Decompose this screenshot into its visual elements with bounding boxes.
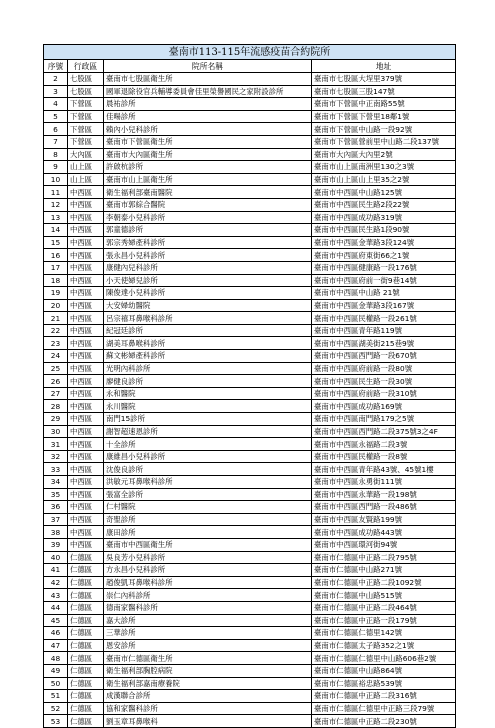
row-clinic-name: 衛生福利部胸腔病院 bbox=[104, 664, 312, 677]
row-address: 臺南市七股區三股147號 bbox=[312, 85, 456, 98]
row-district: 仁德區 bbox=[68, 664, 104, 677]
row-number: 23 bbox=[44, 337, 68, 350]
row-address: 臺南市中西區府前路一段80號 bbox=[312, 362, 456, 375]
row-number: 4 bbox=[44, 98, 68, 111]
table-row bbox=[44, 601, 456, 614]
row-number: 39 bbox=[44, 538, 68, 551]
row-district: 中西區 bbox=[68, 413, 104, 426]
row-clinic-name: 臺南市中西區衛生所 bbox=[104, 538, 312, 551]
row-address: 臺南市中西區環河街94號 bbox=[312, 538, 456, 551]
row-clinic-name: 吳良芳小兒科診所 bbox=[104, 551, 312, 564]
table-row bbox=[44, 287, 456, 300]
row-district: 中西區 bbox=[68, 488, 104, 501]
row-address: 臺南市中西區南門路179之5號 bbox=[312, 413, 456, 426]
row-district: 中西區 bbox=[68, 337, 104, 350]
row-clinic-name: 許啟杭診所 bbox=[104, 161, 312, 174]
row-district: 中西區 bbox=[68, 312, 104, 325]
header-address: 地址 bbox=[312, 60, 456, 73]
row-address: 臺南市仁德區仁德里中正路三段79號 bbox=[312, 702, 456, 715]
table-row bbox=[44, 690, 456, 703]
table-row bbox=[44, 211, 456, 224]
row-clinic-name: 德南家醫科診所 bbox=[104, 601, 312, 614]
row-address: 臺南市中西區中山路 21號 bbox=[312, 287, 456, 300]
row-address: 臺南市仁德區仁德里中山路606巷2號 bbox=[312, 652, 456, 665]
table-row bbox=[44, 161, 456, 174]
row-address: 臺南市中西區青年路119號 bbox=[312, 324, 456, 337]
row-clinic-name: 衛生福利部臺南醫院 bbox=[104, 186, 312, 199]
row-number: 16 bbox=[44, 249, 68, 262]
table-row bbox=[44, 362, 456, 375]
row-district: 仁德區 bbox=[68, 652, 104, 665]
row-district: 中西區 bbox=[68, 287, 104, 300]
table-row bbox=[44, 589, 456, 602]
row-address: 臺南市仁德區中正路二段230號 bbox=[312, 715, 456, 728]
row-address: 臺南市中西區西門路二段375號3之4F bbox=[312, 425, 456, 438]
table-row bbox=[44, 324, 456, 337]
row-number: 49 bbox=[44, 664, 68, 677]
row-district: 中西區 bbox=[68, 362, 104, 375]
title-row bbox=[44, 45, 456, 60]
row-address: 臺南市中西區成功路443號 bbox=[312, 526, 456, 539]
row-address: 臺南市下營區下營里18鄰1號 bbox=[312, 110, 456, 123]
row-clinic-name: 成漢聯合診所 bbox=[104, 690, 312, 703]
table-row bbox=[44, 501, 456, 514]
table-row bbox=[44, 123, 456, 136]
row-clinic-name: 沈俊良診所 bbox=[104, 463, 312, 476]
row-clinic-name: 國軍退除役官兵輔導委員會佳里榮譽國民之家附設診所 bbox=[104, 85, 312, 98]
table-row bbox=[44, 639, 456, 652]
table-row bbox=[44, 312, 456, 325]
row-district: 中西區 bbox=[68, 198, 104, 211]
row-number: 3 bbox=[44, 85, 68, 98]
row-address: 臺南市七股區大埕里379號 bbox=[312, 73, 456, 86]
row-number: 24 bbox=[44, 350, 68, 363]
row-address: 臺南市下營區營前里中山路二段137號 bbox=[312, 135, 456, 148]
row-district: 中西區 bbox=[68, 236, 104, 249]
row-clinic-name: 郭童德診所 bbox=[104, 224, 312, 237]
row-address: 臺南市仁德區太子路352之1號 bbox=[312, 639, 456, 652]
row-district: 中西區 bbox=[68, 438, 104, 451]
row-number: 27 bbox=[44, 387, 68, 400]
row-address: 臺南市仁德區仁德里142號 bbox=[312, 627, 456, 640]
row-address: 臺南市中西區青年路43號、45號1樓 bbox=[312, 463, 456, 476]
row-district: 中西區 bbox=[68, 324, 104, 337]
table-row bbox=[44, 576, 456, 589]
row-number: 17 bbox=[44, 261, 68, 274]
row-district: 中西區 bbox=[68, 526, 104, 539]
table-row bbox=[44, 337, 456, 350]
row-district: 仁德區 bbox=[68, 627, 104, 640]
row-number: 9 bbox=[44, 161, 68, 174]
header-name: 院所名稱 bbox=[104, 60, 312, 73]
row-district: 中西區 bbox=[68, 224, 104, 237]
row-clinic-name: 康田診所 bbox=[104, 526, 312, 539]
table-row bbox=[44, 551, 456, 564]
row-district: 中西區 bbox=[68, 425, 104, 438]
table-row bbox=[44, 715, 456, 728]
row-number: 53 bbox=[44, 715, 68, 728]
row-address: 臺南市仁德區中正路二段316號 bbox=[312, 690, 456, 703]
table-row bbox=[44, 476, 456, 489]
row-address: 臺南市仁德區中正路二段464號 bbox=[312, 601, 456, 614]
row-address: 臺南市中西區永華路一段198號 bbox=[312, 488, 456, 501]
row-district: 中西區 bbox=[68, 350, 104, 363]
row-district: 仁德區 bbox=[68, 576, 104, 589]
row-district: 中西區 bbox=[68, 463, 104, 476]
row-address: 臺南市仁德區中山路515號 bbox=[312, 589, 456, 602]
row-address: 臺南市中西區民權路一段8號 bbox=[312, 450, 456, 463]
row-number: 33 bbox=[44, 463, 68, 476]
row-address: 臺南市山上區南洲里130之3號 bbox=[312, 161, 456, 174]
table-row bbox=[44, 425, 456, 438]
row-district: 七股區 bbox=[68, 73, 104, 86]
row-number: 2 bbox=[44, 73, 68, 86]
row-address: 臺南市中西區府前路一段310號 bbox=[312, 387, 456, 400]
table-row bbox=[44, 186, 456, 199]
row-number: 21 bbox=[44, 312, 68, 325]
row-district: 山上區 bbox=[68, 161, 104, 174]
row-clinic-name: 郭宗秀婦產科診所 bbox=[104, 236, 312, 249]
row-district: 中西區 bbox=[68, 538, 104, 551]
row-number: 15 bbox=[44, 236, 68, 249]
row-address: 臺南市中西區西門路一段486號 bbox=[312, 501, 456, 514]
table-row bbox=[44, 450, 456, 463]
row-clinic-name: 永和醫院 bbox=[104, 387, 312, 400]
row-district: 中西區 bbox=[68, 400, 104, 413]
row-clinic-name: 李朝泰小兒科診所 bbox=[104, 211, 312, 224]
row-clinic-name: 呂宗禧耳鼻喉科診所 bbox=[104, 312, 312, 325]
row-clinic-name: 洪敏元耳鼻喉科診所 bbox=[104, 476, 312, 489]
row-clinic-name: 衛生福利部嘉南療養院 bbox=[104, 677, 312, 690]
row-clinic-name: 十全診所 bbox=[104, 438, 312, 451]
row-clinic-name: 臺南市山上區衛生所 bbox=[104, 173, 312, 186]
row-address: 臺南市中西區永福路二段3號 bbox=[312, 438, 456, 451]
row-district: 仁德區 bbox=[68, 551, 104, 564]
table-row bbox=[44, 110, 456, 123]
row-district: 中西區 bbox=[68, 375, 104, 388]
row-clinic-name: 臺南市下營區衛生所 bbox=[104, 135, 312, 148]
row-district: 中西區 bbox=[68, 387, 104, 400]
table-row bbox=[44, 463, 456, 476]
row-district: 下營區 bbox=[68, 98, 104, 111]
row-address: 臺南市仁德區中正路一段179號 bbox=[312, 614, 456, 627]
row-district: 中西區 bbox=[68, 450, 104, 463]
table-row bbox=[44, 236, 456, 249]
table-row bbox=[44, 400, 456, 413]
row-number: 25 bbox=[44, 362, 68, 375]
table-row bbox=[44, 299, 456, 312]
row-clinic-name: 奇聖診所 bbox=[104, 513, 312, 526]
table-row bbox=[44, 198, 456, 211]
row-number: 32 bbox=[44, 450, 68, 463]
table-row bbox=[44, 148, 456, 161]
table-row bbox=[44, 677, 456, 690]
row-clinic-name: 廖健良診所 bbox=[104, 375, 312, 388]
row-number: 6 bbox=[44, 123, 68, 136]
row-district: 中西區 bbox=[68, 274, 104, 287]
row-clinic-name: 張永昌小兒科診所 bbox=[104, 249, 312, 262]
header-row bbox=[44, 60, 456, 73]
row-address: 臺南市中西區西門路一段670號 bbox=[312, 350, 456, 363]
table-row bbox=[44, 350, 456, 363]
header-no: 序號 bbox=[44, 60, 68, 73]
row-address: 臺南市仁德區中山路271號 bbox=[312, 564, 456, 577]
row-clinic-name: 協和家醫科診所 bbox=[104, 702, 312, 715]
row-district: 中西區 bbox=[68, 211, 104, 224]
table-row bbox=[44, 652, 456, 665]
row-number: 18 bbox=[44, 274, 68, 287]
row-number: 26 bbox=[44, 375, 68, 388]
row-address: 臺南市中西區民生路1段90號 bbox=[312, 224, 456, 237]
row-clinic-name: 紀冠廷診所 bbox=[104, 324, 312, 337]
row-number: 34 bbox=[44, 476, 68, 489]
row-number: 44 bbox=[44, 601, 68, 614]
row-clinic-name: 方永昌小兒科診所 bbox=[104, 564, 312, 577]
row-number: 50 bbox=[44, 677, 68, 690]
table-row bbox=[44, 627, 456, 640]
row-clinic-name: 賴內小兒科診所 bbox=[104, 123, 312, 136]
row-clinic-name: 小天使婦兒診所 bbox=[104, 274, 312, 287]
row-district: 仁德區 bbox=[68, 715, 104, 728]
row-district: 中西區 bbox=[68, 186, 104, 199]
row-number: 35 bbox=[44, 488, 68, 501]
row-clinic-name: 臺南市仁德區衛生所 bbox=[104, 652, 312, 665]
row-address: 臺南市中西區健康路一段176號 bbox=[312, 261, 456, 274]
row-district: 山上區 bbox=[68, 173, 104, 186]
row-number: 37 bbox=[44, 513, 68, 526]
table-row bbox=[44, 526, 456, 539]
table-row bbox=[44, 375, 456, 388]
row-address: 臺南市中西區成功路319號 bbox=[312, 211, 456, 224]
clinic-table bbox=[43, 44, 456, 728]
row-district: 仁德區 bbox=[68, 589, 104, 602]
row-number: 22 bbox=[44, 324, 68, 337]
row-district: 中西區 bbox=[68, 501, 104, 514]
row-clinic-name: 湖美耳鼻喉科診所 bbox=[104, 337, 312, 350]
table-row bbox=[44, 274, 456, 287]
row-address: 臺南市仁德區中山路864號 bbox=[312, 664, 456, 677]
row-number: 41 bbox=[44, 564, 68, 577]
row-number: 43 bbox=[44, 589, 68, 602]
row-number: 45 bbox=[44, 614, 68, 627]
row-address: 臺南市中西區成功路169號 bbox=[312, 400, 456, 413]
row-district: 仁德區 bbox=[68, 614, 104, 627]
row-clinic-name: 仁村醫院 bbox=[104, 501, 312, 514]
row-clinic-name: 臺南市七股區衛生所 bbox=[104, 73, 312, 86]
row-number: 51 bbox=[44, 690, 68, 703]
row-district: 中西區 bbox=[68, 299, 104, 312]
row-number: 10 bbox=[44, 173, 68, 186]
row-address: 臺南市仁德區中正路二段1092號 bbox=[312, 576, 456, 589]
table-body bbox=[44, 73, 456, 728]
row-clinic-name: 三華診所 bbox=[104, 627, 312, 640]
table-row bbox=[44, 513, 456, 526]
row-district: 下營區 bbox=[68, 110, 104, 123]
row-clinic-name: 蘇文彬婦產科診所 bbox=[104, 350, 312, 363]
row-clinic-name: 康健內兒科診所 bbox=[104, 261, 312, 274]
row-clinic-name: 永川醫院 bbox=[104, 400, 312, 413]
row-clinic-name: 張富全診所 bbox=[104, 488, 312, 501]
row-district: 中西區 bbox=[68, 476, 104, 489]
row-number: 40 bbox=[44, 551, 68, 564]
row-district: 大內區 bbox=[68, 148, 104, 161]
row-clinic-name: 崇仁內科診所 bbox=[104, 589, 312, 602]
row-number: 28 bbox=[44, 400, 68, 413]
row-address: 臺南市仁德區裕忠路539號 bbox=[312, 677, 456, 690]
row-number: 31 bbox=[44, 438, 68, 451]
row-clinic-name: 劉玉章耳鼻喉科 bbox=[104, 715, 312, 728]
row-address: 臺南市中西區府前一街9巷14號 bbox=[312, 274, 456, 287]
row-address: 臺南市大內區大內里2號 bbox=[312, 148, 456, 161]
table-row bbox=[44, 135, 456, 148]
row-address: 臺南市中西區民生路一段30號 bbox=[312, 375, 456, 388]
row-clinic-name: 晨祐診所 bbox=[104, 98, 312, 111]
row-district: 中西區 bbox=[68, 513, 104, 526]
row-number: 47 bbox=[44, 639, 68, 652]
table-row bbox=[44, 413, 456, 426]
row-number: 52 bbox=[44, 702, 68, 715]
table-row bbox=[44, 98, 456, 111]
row-clinic-name: 謝智超速恩診所 bbox=[104, 425, 312, 438]
table-row bbox=[44, 702, 456, 715]
table-title: 臺南市113-115年流感疫苗合約院所 bbox=[44, 45, 456, 60]
table-row bbox=[44, 249, 456, 262]
header-district: 行政區 bbox=[68, 60, 104, 73]
row-address: 臺南市山上區山上里35之2號 bbox=[312, 173, 456, 186]
row-clinic-name: 恩安診所 bbox=[104, 639, 312, 652]
row-district: 仁德區 bbox=[68, 601, 104, 614]
row-address: 臺南市中西區友賢路199號 bbox=[312, 513, 456, 526]
row-number: 19 bbox=[44, 287, 68, 300]
row-clinic-name: 趙俊凱耳鼻喉科診所 bbox=[104, 576, 312, 589]
row-district: 中西區 bbox=[68, 249, 104, 262]
row-number: 42 bbox=[44, 576, 68, 589]
row-address: 臺南市中西區金華路3段124號 bbox=[312, 236, 456, 249]
row-district: 仁德區 bbox=[68, 677, 104, 690]
row-number: 13 bbox=[44, 211, 68, 224]
row-address: 臺南市中西區民權路一段261號 bbox=[312, 312, 456, 325]
row-clinic-name: 臺南市大內區衛生所 bbox=[104, 148, 312, 161]
table-row bbox=[44, 387, 456, 400]
row-address: 臺南市中西區湖美街215巷9號 bbox=[312, 337, 456, 350]
row-clinic-name: 臺南市郭綜合醫院 bbox=[104, 198, 312, 211]
row-number: 38 bbox=[44, 526, 68, 539]
row-number: 8 bbox=[44, 148, 68, 161]
row-address: 臺南市中西區民生路2段22號 bbox=[312, 198, 456, 211]
table-row bbox=[44, 488, 456, 501]
row-district: 仁德區 bbox=[68, 702, 104, 715]
row-clinic-name: 嘉大診所 bbox=[104, 614, 312, 627]
table-row bbox=[44, 664, 456, 677]
table-row bbox=[44, 614, 456, 627]
row-clinic-name: 光明內科診所 bbox=[104, 362, 312, 375]
row-address: 臺南市下營區中山路一段92號 bbox=[312, 123, 456, 136]
row-number: 29 bbox=[44, 413, 68, 426]
row-district: 仁德區 bbox=[68, 690, 104, 703]
row-number: 7 bbox=[44, 135, 68, 148]
row-district: 下營區 bbox=[68, 135, 104, 148]
table-row bbox=[44, 438, 456, 451]
table-row bbox=[44, 173, 456, 186]
row-address: 臺南市中西區金華路3段167號 bbox=[312, 299, 456, 312]
table-row bbox=[44, 261, 456, 274]
row-district: 下營區 bbox=[68, 123, 104, 136]
row-number: 30 bbox=[44, 425, 68, 438]
row-clinic-name: 南門15診所 bbox=[104, 413, 312, 426]
row-address: 臺南市中西區中山路125號 bbox=[312, 186, 456, 199]
row-number: 11 bbox=[44, 186, 68, 199]
row-district: 七股區 bbox=[68, 85, 104, 98]
row-district: 中西區 bbox=[68, 261, 104, 274]
table-row bbox=[44, 224, 456, 237]
table-row bbox=[44, 564, 456, 577]
row-number: 20 bbox=[44, 299, 68, 312]
row-district: 仁德區 bbox=[68, 639, 104, 652]
table-row bbox=[44, 538, 456, 551]
row-district: 仁德區 bbox=[68, 564, 104, 577]
row-number: 48 bbox=[44, 652, 68, 665]
row-number: 14 bbox=[44, 224, 68, 237]
row-number: 5 bbox=[44, 110, 68, 123]
row-clinic-name: 陳俊達小兒科診所 bbox=[104, 287, 312, 300]
row-address: 臺南市下營區中正南路55號 bbox=[312, 98, 456, 111]
row-number: 46 bbox=[44, 627, 68, 640]
row-clinic-name: 佳暘診所 bbox=[104, 110, 312, 123]
row-address: 臺南市中西區府東街66之1號 bbox=[312, 249, 456, 262]
row-number: 12 bbox=[44, 198, 68, 211]
row-number: 36 bbox=[44, 501, 68, 514]
row-clinic-name: 康維昌小兒科診所 bbox=[104, 450, 312, 463]
row-address: 臺南市仁德區中正路二段795號 bbox=[312, 551, 456, 564]
row-clinic-name: 大安婦幼醫院 bbox=[104, 299, 312, 312]
row-address: 臺南市中西區永勇街111號 bbox=[312, 476, 456, 489]
table-row bbox=[44, 73, 456, 86]
table-row bbox=[44, 85, 456, 98]
